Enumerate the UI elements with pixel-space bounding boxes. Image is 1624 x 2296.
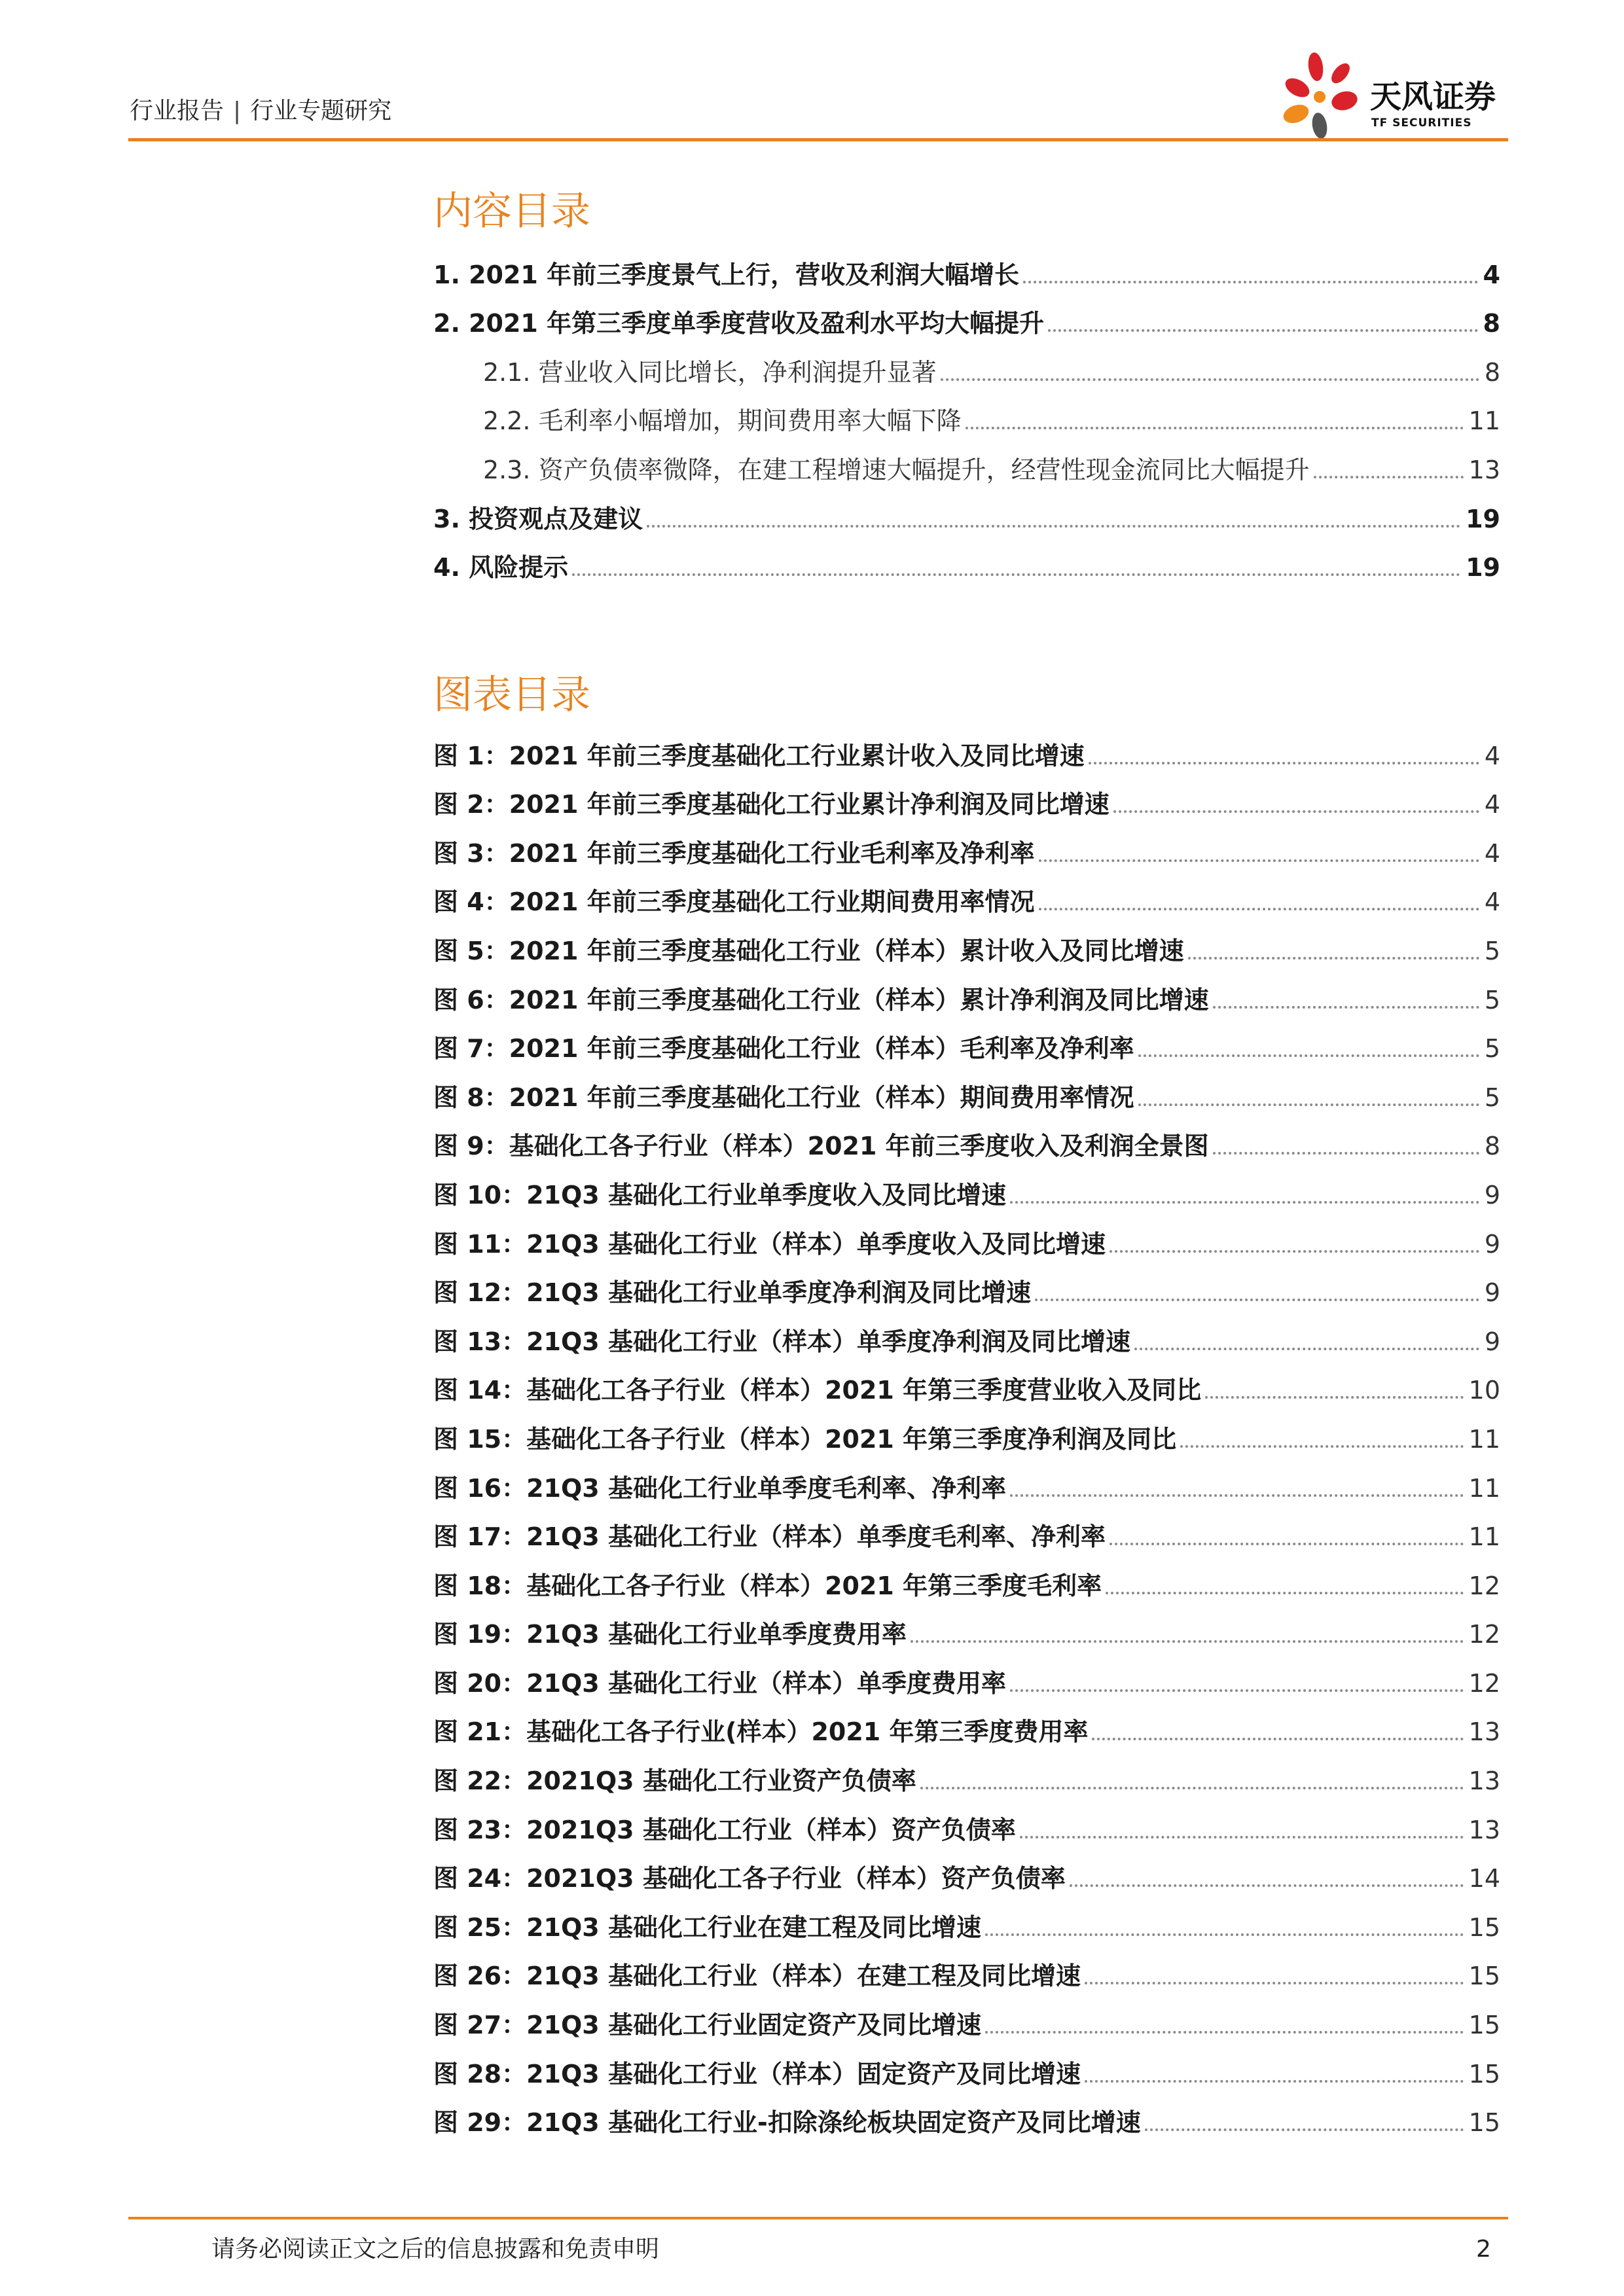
figure-entry[interactable] — [433, 1558, 1500, 1607]
figure-entry[interactable] — [433, 875, 1500, 924]
toc-entry-page: 8 — [1483, 309, 1500, 338]
toc-subentry[interactable] — [433, 394, 1500, 443]
figure-entry-page: 9 — [1484, 1229, 1500, 1259]
toc-entry-text: 3. 投资观点及建议 — [433, 504, 643, 533]
figure-entry-text: 图 18：基础化工各子行业（样本）2021 年第三季度毛利率 — [433, 1571, 1102, 1600]
dot-leader — [1020, 1835, 1464, 1839]
toc-entry-text: 4. 风险提示 — [433, 553, 569, 583]
brand-name: 天风证券 — [1370, 79, 1496, 115]
figure-entry-page: 5 — [1484, 1034, 1500, 1064]
figure-entry[interactable] — [433, 1803, 1500, 1852]
figure-entry-page: 5 — [1484, 1083, 1500, 1112]
dot-leader — [1110, 1542, 1464, 1545]
toc-entry-page: 13 — [1468, 455, 1500, 484]
figure-entry-page: 9 — [1484, 1327, 1500, 1356]
dot-leader — [1314, 475, 1464, 478]
report-category: 行业报告 — [130, 98, 225, 124]
figure-entry[interactable] — [433, 1266, 1500, 1315]
figure-entry-page: 11 — [1468, 1522, 1500, 1552]
dot-leader — [1035, 1298, 1479, 1301]
figure-entry-text: 图 29：21Q3 基础化工行业-扣除涤纶板块固定资产及同比增速 — [433, 2108, 1141, 2138]
dot-leader — [1092, 1737, 1463, 1740]
dot-leader — [1070, 1884, 1464, 1887]
figure-entry[interactable] — [433, 1900, 1500, 1949]
figure-entry[interactable] — [433, 1217, 1500, 1266]
figure-entry[interactable] — [433, 1412, 1500, 1461]
contents-title: 内容目录 — [433, 188, 590, 234]
figure-entry[interactable] — [433, 1022, 1500, 1071]
figure-entry[interactable] — [433, 924, 1500, 973]
dot-leader — [1010, 1689, 1464, 1692]
toc-entry-text: 1. 2021 年前三季度景气上行，营收及利润大幅增长 — [433, 260, 1020, 289]
toc-entry-text: 2. 2021 年第三季度单季度营收及盈利水平均大幅提升 — [433, 309, 1045, 338]
dot-leader — [1010, 1200, 1479, 1204]
figure-entry-text: 图 27：21Q3 基础化工行业固定资产及同比增速 — [433, 2011, 981, 2040]
figure-entry[interactable] — [433, 973, 1500, 1022]
figure-entry[interactable] — [433, 1314, 1500, 1363]
figure-entry-page: 5 — [1484, 985, 1500, 1014]
figure-entry-page: 15 — [1468, 2011, 1500, 2040]
figure-entry-text: 图 3：2021 年前三季度基础化工行业毛利率及净利率 — [433, 838, 1035, 868]
toc-entry-page: 4 — [1483, 260, 1500, 289]
figure-entry-page: 12 — [1468, 1571, 1500, 1600]
figure-entry-page: 9 — [1484, 1278, 1500, 1308]
figure-entry-page: 11 — [1468, 1473, 1500, 1503]
footer-disclaimer: 请务必阅读正文之后的信息披露和免责申明 — [211, 2236, 660, 2263]
figure-entry-page: 4 — [1484, 790, 1500, 819]
brand-subtitle: TF SECURITIES — [1371, 117, 1472, 130]
figure-entry-text: 图 22：2021Q3 基础化工行业资产负债率 — [433, 1767, 916, 1796]
figure-entry-text: 图 5：2021 年前三季度基础化工行业（样本）累计收入及同比增速 — [433, 936, 1184, 965]
dot-leader — [1106, 1591, 1464, 1594]
dot-leader — [572, 573, 1460, 576]
figure-entry-text: 图 4：2021 年前三季度基础化工行业期间费用率情况 — [433, 888, 1035, 917]
brand-logo — [1276, 47, 1519, 145]
figure-entry[interactable] — [433, 1363, 1500, 1412]
figure-entry-page: 14 — [1468, 1864, 1500, 1893]
dot-leader — [1085, 1981, 1464, 1984]
figure-entry-text: 图 8：2021 年前三季度基础化工行业（样本）期间费用率情况 — [433, 1083, 1134, 1112]
figure-entry[interactable] — [433, 1461, 1500, 1510]
figure-entry[interactable] — [433, 1656, 1500, 1705]
figure-entry[interactable] — [433, 1070, 1500, 1119]
toc-entry[interactable] — [433, 541, 1500, 590]
figure-entry[interactable] — [433, 2047, 1500, 2096]
figure-entry-page: 13 — [1468, 1815, 1500, 1844]
figure-entry[interactable] — [433, 1168, 1500, 1217]
figure-entry[interactable] — [433, 1852, 1500, 1901]
figure-entry[interactable] — [433, 728, 1500, 778]
dot-leader — [1048, 329, 1477, 332]
toc-entry[interactable] — [433, 296, 1500, 346]
figure-entry[interactable] — [433, 1705, 1500, 1754]
figure-entry-text: 图 16：21Q3 基础化工行业单季度毛利率、净利率 — [433, 1473, 1006, 1503]
toc-subentry[interactable] — [433, 442, 1500, 492]
dot-leader — [1039, 907, 1479, 910]
figure-entry-page: 15 — [1468, 2059, 1500, 2089]
dot-leader — [1023, 280, 1477, 283]
figure-entry-page: 15 — [1468, 1912, 1500, 1942]
dot-leader — [920, 1786, 1464, 1789]
dot-leader — [941, 378, 1479, 381]
figure-entry[interactable] — [433, 1119, 1500, 1168]
dot-leader — [1188, 956, 1479, 960]
dot-leader — [1180, 1444, 1464, 1448]
dot-leader — [1138, 1103, 1479, 1106]
figures-title: 图表目录 — [433, 672, 590, 718]
figure-entry-text: 图 24：2021Q3 基础化工各子行业（样本）资产负债率 — [433, 1864, 1066, 1893]
report-subcategory: 行业专题研究 — [250, 98, 392, 124]
figure-entry[interactable] — [433, 2096, 1500, 2145]
figure-entry-page: 15 — [1468, 1962, 1500, 1991]
dot-leader — [985, 1933, 1464, 1936]
figure-entry-text: 图 26：21Q3 基础化工行业（样本）在建工程及同比增速 — [433, 1962, 1081, 1991]
header-separator: | — [233, 98, 242, 124]
figure-entry[interactable] — [433, 1753, 1500, 1803]
figure-entry[interactable] — [433, 1998, 1500, 2047]
figure-entry-text: 图 9：基础化工各子行业（样本）2021 年前三季度收入及利润全景图 — [433, 1132, 1209, 1161]
header-divider — [128, 138, 1508, 141]
figure-entry-text: 图 28：21Q3 基础化工行业（样本）固定资产及同比增速 — [433, 2059, 1081, 2089]
dot-leader — [1010, 1494, 1464, 1497]
toc-entry[interactable] — [433, 492, 1500, 541]
figure-entry[interactable] — [433, 826, 1500, 875]
dot-leader — [1138, 1054, 1479, 1057]
figure-entry-text: 图 12：21Q3 基础化工行业单季度净利润及同比增速 — [433, 1278, 1031, 1308]
toc-entry-page: 8 — [1484, 357, 1500, 387]
figure-entry-text: 图 1：2021 年前三季度基础化工行业累计收入及同比增速 — [433, 741, 1085, 770]
toc-entry[interactable] — [433, 247, 1500, 296]
figure-entry-text: 图 2：2021 年前三季度基础化工行业累计净利润及同比增速 — [433, 790, 1110, 819]
dot-leader — [1110, 1249, 1479, 1253]
figure-entry-text: 图 14：基础化工各子行业（样本）2021 年第三季度营业收入及同比 — [433, 1376, 1202, 1405]
figure-entry-page: 12 — [1468, 1620, 1500, 1649]
figure-entry-text: 图 20：21Q3 基础化工行业（样本）单季度费用率 — [433, 1668, 1006, 1698]
figure-entry-page: 13 — [1468, 1767, 1500, 1796]
dot-leader — [1113, 810, 1479, 813]
figure-entry-text: 图 13：21Q3 基础化工行业（样本）单季度净利润及同比增速 — [433, 1327, 1130, 1356]
dot-leader — [1213, 1151, 1479, 1155]
figure-entry[interactable] — [433, 1949, 1500, 1998]
figure-entry-text: 图 7：2021 年前三季度基础化工行业（样本）毛利率及净利率 — [433, 1034, 1134, 1064]
dot-leader — [647, 524, 1460, 528]
figure-entry-page: 13 — [1468, 1717, 1500, 1747]
toc-entry-text: 2.2. 毛利率小幅增加，期间费用率大幅下降 — [483, 406, 962, 436]
figure-entry-page: 5 — [1484, 936, 1500, 965]
figure-entry-text: 图 23：2021Q3 基础化工行业（样本）资产负债率 — [433, 1815, 1016, 1844]
dot-leader — [1145, 2128, 1464, 2131]
figure-entry-page: 15 — [1468, 2108, 1500, 2138]
toc-subentry[interactable] — [433, 345, 1500, 394]
figure-entry-page: 10 — [1468, 1376, 1500, 1405]
figure-entry-text: 图 19：21Q3 基础化工行业单季度费用率 — [433, 1620, 907, 1649]
logo-flower-icon — [1276, 47, 1368, 145]
dot-leader — [1213, 1005, 1479, 1009]
figure-entry-page: 4 — [1484, 888, 1500, 917]
dot-leader — [1089, 761, 1479, 764]
figure-entry-text: 图 21：基础化工各子行业(样本）2021 年第三季度费用率 — [433, 1717, 1089, 1747]
dot-leader — [1085, 2079, 1464, 2083]
contents-list — [433, 247, 1500, 589]
dot-leader — [911, 1640, 1464, 1643]
figure-entry-page: 8 — [1484, 1132, 1500, 1161]
toc-entry-text: 2.3. 资产负债率微降，在建工程增速大幅提升，经营性现金流同比大幅提升 — [483, 455, 1310, 484]
figure-entry-text: 图 17：21Q3 基础化工行业（样本）单季度毛利率、净利率 — [433, 1522, 1106, 1552]
figure-entry-page: 4 — [1484, 838, 1500, 868]
dot-leader — [1039, 859, 1479, 862]
figure-entry[interactable] — [433, 1510, 1500, 1559]
figure-entry-page: 11 — [1468, 1424, 1500, 1454]
toc-entry-page: 11 — [1468, 406, 1500, 436]
figure-entry-page: 12 — [1468, 1668, 1500, 1698]
figure-entry-page: 4 — [1484, 741, 1500, 770]
dot-leader — [1134, 1347, 1479, 1350]
figure-entry[interactable] — [433, 1607, 1500, 1657]
figures-list — [433, 728, 1500, 2144]
figure-entry-text: 图 25：21Q3 基础化工行业在建工程及同比增速 — [433, 1912, 981, 1942]
toc-entry-text: 2.1. 营业收入同比增长，净利润提升显著 — [483, 357, 937, 387]
dot-leader — [1205, 1395, 1464, 1399]
toc-entry-page: 19 — [1466, 553, 1500, 583]
figure-entry-page: 9 — [1484, 1180, 1500, 1210]
figure-entry-text: 图 10：21Q3 基础化工行业单季度收入及同比增速 — [433, 1180, 1006, 1210]
dot-leader — [965, 426, 1464, 429]
page-number: 2 — [1476, 2236, 1491, 2263]
report-type-header — [130, 92, 391, 131]
toc-entry-page: 19 — [1466, 504, 1500, 533]
dot-leader — [985, 2030, 1464, 2034]
figure-entry-text: 图 6：2021 年前三季度基础化工行业（样本）累计净利润及同比增速 — [433, 985, 1209, 1014]
figure-entry-text: 图 11：21Q3 基础化工行业（样本）单季度收入及同比增速 — [433, 1229, 1106, 1259]
figure-entry[interactable] — [433, 778, 1500, 827]
footer-divider — [128, 2217, 1508, 2219]
figure-entry-text: 图 15：基础化工各子行业（样本）2021 年第三季度净利润及同比 — [433, 1424, 1177, 1454]
